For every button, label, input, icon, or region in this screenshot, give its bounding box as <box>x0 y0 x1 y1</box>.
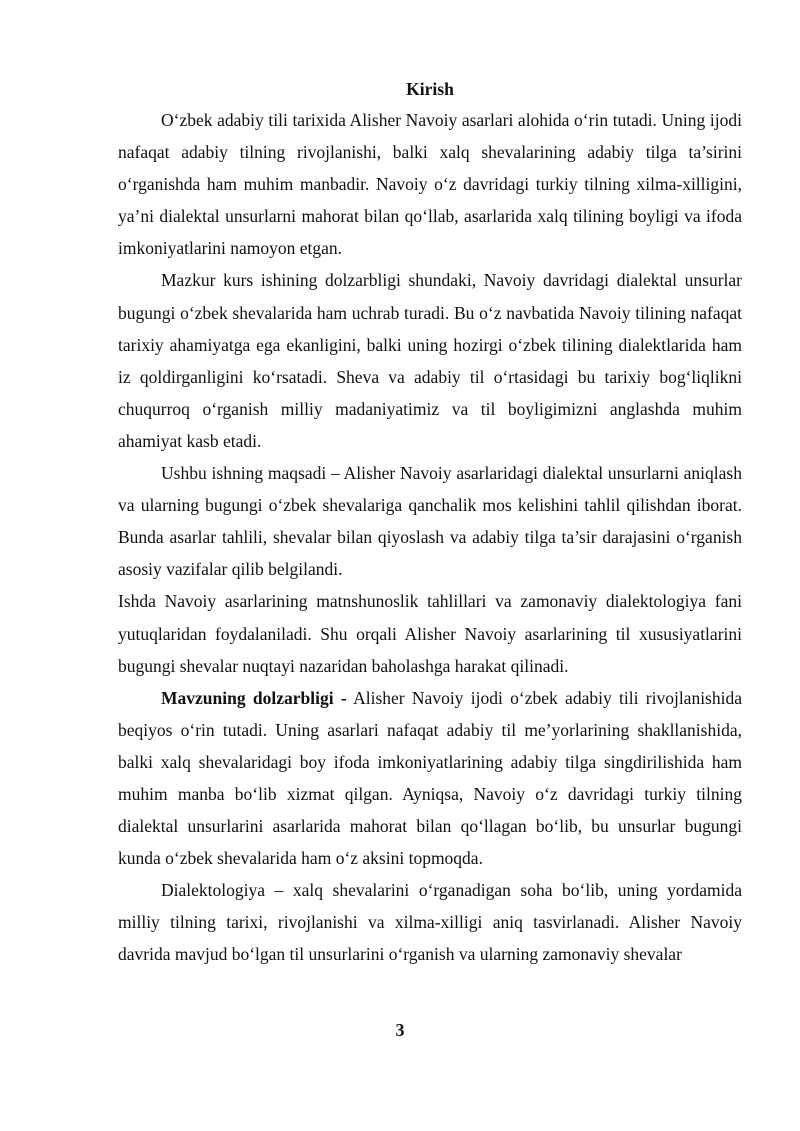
paragraph-2 <box>118 264 742 457</box>
document-title: Kirish <box>406 79 454 99</box>
paragraph-5-text: Alisher Navoiy ijodi o‘zbek adabiy tili rivojlanishida beqiyos o‘rin tutadi. Uning asarlari nafaqat adabiy til me’yorlarining shakllanishida, balki xalq shevalaridagi boy ifoda imkoniyatlarining adabiy tilga singdirilishida ham muhim manba bo‘lib xizmat qilgan. Ayniqsa, Navoiy o‘z davridagi turkiy tilning dialektal unsurlarini asarlarida mahorat bilan qo‘llagan bo‘lib, bu unsurlar bugungi kunda o‘zbek shevalarida ham o‘z aksini topmoqda. <box>118 687 742 869</box>
paragraph-4-text: Ishda Navoiy asarlarining matnshunoslik tahlillari va zamonaviy dialektologiya fani yutuqlaridan foydalaniladi. Shu orqali Alisher Navoiy asarlarining til xususiyatlarini bugungi shevalar nuqtayi nazaridan baholashga harakat qilinadi. <box>118 591 742 676</box>
page-number: 3 <box>395 1020 405 1040</box>
paragraph-6-text: Dialektologiya – xalq shevalarini o‘rganadigan soha bo‘lib, uning yordamida milliy tilning tarixi, rivojlanishi va xilma-xilligi aniq tasvirlanadi. Alisher Navoiy davrida mavjud bo‘lgan til unsurlarini o‘rganish va ularning zamonaviy shevalar <box>118 880 742 965</box>
document-page <box>118 76 742 971</box>
paragraph-4 <box>118 585 742 681</box>
paragraph-5 <box>118 682 742 875</box>
paragraph-1-text: O‘zbek adabiy tili tarixida Alisher Navoiy asarlari alohida o‘rin tutadi. Uning ijodi nafaqat adabiy tilning rivojlanishi, balki xalq shevalarining adabiy tilga ta’sirini o‘rganishda ham muhim manbadir. Navoiy o‘z davridagi turkiy tilning xilma-xilligini, ya’ni dialektal unsurlarni mahorat bilan qo‘llab, asarlarida xalq tilining boyligi va ifoda imkoniyatlarini namoyon etgan. <box>118 110 742 259</box>
paragraph-3-text: Ushbu ishning maqsadi – Alisher Navoiy asarlaridagi dialektal unsurlarni aniqlash va ularning bugungi o‘zbek shevalariga qanchalik mos kelishini tahlil qilishdan iborat. Bunda asarlar tahlili, shevalar bilan qiyoslash va adabiy tilga ta’sir darajasini o‘rganish asosiy vazifalar qilib belgilandi. <box>118 463 742 580</box>
paragraph-6 <box>118 874 742 970</box>
paragraph-1 <box>118 104 742 264</box>
paragraph-3 <box>118 457 742 585</box>
paragraph-5-lead: Mavzuning dolzarbligi - <box>161 687 347 708</box>
paragraph-2-text: Mazkur kurs ishining dolzarbligi shundaki, Navoiy davridagi dialektal unsurlar bugungi o‘zbek shevalarida ham uchrab turadi. Bu o‘z navbatida Navoiy tilining nafaqat tarixiy ahamiyatga ega ekanligini, balki uning hozirgi o‘zbek tilining dialektlarida ham iz qoldirganligini ko‘rsatadi. Sheva va adabiy til o‘rtasidagi bu tarixiy bog‘liqlikni chuqurroq o‘rganish milliy madaniyatimiz va til boyligimizni anglashda muhim ahamiyat kasb etadi. <box>118 270 742 451</box>
